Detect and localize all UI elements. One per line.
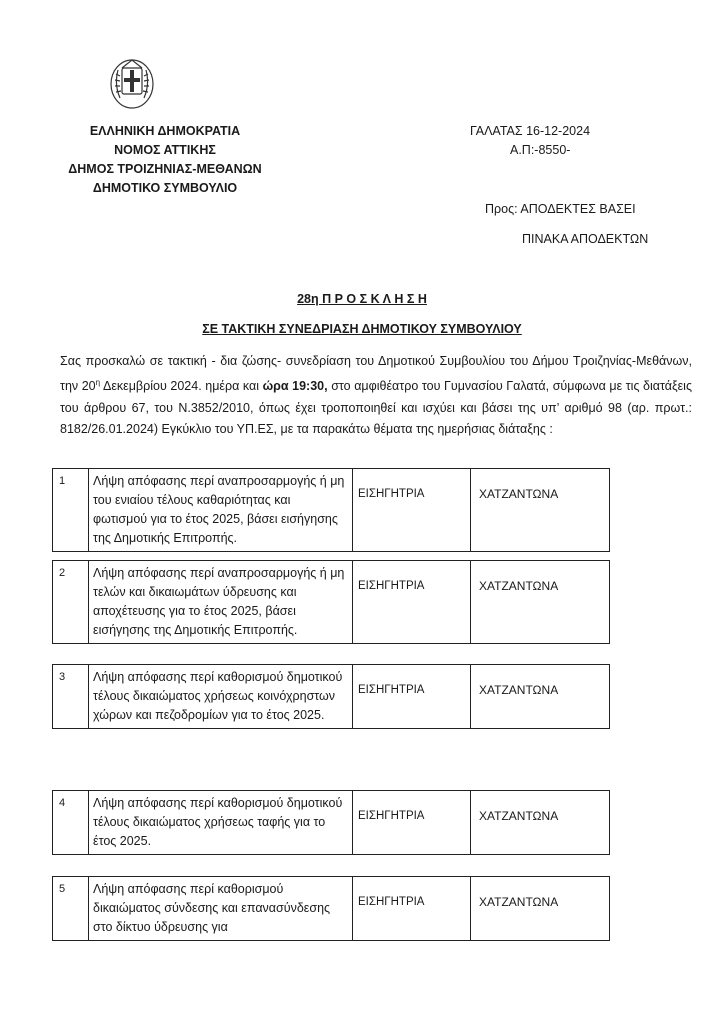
agenda-item-rapporteur: ΧΑΤΖΑΝΤΩΝΑ xyxy=(479,487,559,501)
invitation-title: 28η Π Ρ Ο Σ Κ Λ Η Σ Η xyxy=(297,292,427,306)
agenda-item-role: ΕΙΣΗΓΗΤΡΙΑ xyxy=(353,561,471,643)
agenda-item-description: Λήψη απόφασης περί καθορισμού δικαιώματος σύνδεσης και επανασύνδεσης στο δίκτυο ύδρευσης για xyxy=(89,877,353,940)
agenda-item-rapporteur: ΧΑΤΖΑΝΤΩΝΑ xyxy=(479,683,559,697)
invitation-subtitle: ΣΕ ΤΑΚΤΙΚΗ ΣΥΝΕΔΡΙΑΣΗ ΔΗΜΟΤΙΚΟΥ ΣΥΜΒΟΥΛΙΟΥ xyxy=(202,322,522,336)
agenda-item xyxy=(52,876,610,941)
agenda-item-number: 1 xyxy=(53,469,89,551)
issuer-header xyxy=(60,122,270,198)
agenda-item-role: ΕΙΣΗΓΗΤΡΙΑ xyxy=(353,791,471,854)
intro-superscript: η xyxy=(95,378,101,388)
meeting-time: ώρα 19:30, xyxy=(262,379,328,394)
agenda-item-number: 5 xyxy=(53,877,89,940)
agenda-item-rapporteur: ΧΑΤΖΑΝΤΩΝΑ xyxy=(479,579,559,593)
agenda-item-description: Λήψη απόφασης περί αναπροσαρμογής ή μη τελών και δικαιωμάτων ύδρευσης και αποχέτευσης για το έτος 2025, βάσει εισήγησης της Δημοτικής Επιτροπής. xyxy=(89,561,353,643)
agenda-item-description: Λήψη απόφασης περί αναπροσαρμογής ή μη του ενιαίου τέλους καθαριότητας και φωτισμού για το έτος 2025, βάσει εισήγησης της Δημοτικής Επιτροπής. xyxy=(89,469,353,551)
agenda-item xyxy=(52,468,610,552)
intro-text-3: στο αμφιθέατρο του Γυμνασίου Γαλατά, σύμφωνα με τις διατάξεις του άρθρου 67, του Ν.3852/2010, όπως έχει τροποποιηθεί και ισχύει και βάσει της υπ’ αριθμό 98 (αρ. πρωτ.: 8182/26.01.2024) Εγκύκλιο του ΥΠ.ΕΣ, με τα παρακάτω θέματα της ημερήσιας διάταξης : xyxy=(60,379,692,437)
protocol-number: Α.Π:-8550- xyxy=(510,143,571,157)
agenda-item-role: ΕΙΣΗΓΗΤΡΙΑ xyxy=(353,665,471,728)
agenda-item-description: Λήψη απόφασης περί καθορισμού δημοτικού τέλους δικαιώματος χρήσεως κοινόχρηστων χώρων και πεζοδρομίων για το έτος 2025. xyxy=(89,665,353,728)
agenda-item xyxy=(52,790,610,855)
issuer-line-prefecture: ΝΟΜΟΣ ΑΤΤΙΚΗΣ xyxy=(114,143,216,157)
document-date: ΓΑΛΑΤΑΣ 16-12-2024 xyxy=(470,124,591,138)
recipients-line-1: Προς: ΑΠΟΔΕΚΤΕΣ ΒΑΣΕΙ xyxy=(485,202,636,216)
issuer-line-council: ΔΗΜΟΤΙΚΟ ΣΥΜΒΟΥΛΙΟ xyxy=(92,181,238,195)
agenda-item-rapporteur: ΧΑΤΖΑΝΤΩΝΑ xyxy=(479,895,559,909)
issuer-line-republic: ΕΛΛΗΝΙΚΗ ΔΗΜΟΚΡΑΤΙΑ xyxy=(89,124,241,138)
agenda-item-role: ΕΙΣΗΓΗΤΡΙΑ xyxy=(353,877,471,940)
agenda-item xyxy=(52,664,610,729)
intro-text-2: Δεκεμβρίου 2024. ημέρα και xyxy=(100,379,263,394)
agenda-item xyxy=(52,560,610,644)
agenda-item-number: 4 xyxy=(53,791,89,854)
recipients-line-2: ΠΙΝΑΚΑ ΑΠΟΔΕΚΤΩΝ xyxy=(522,232,649,246)
issuer-line-municipality: ΔΗΜΟΣ ΤΡΟΙΖΗΝΙΑΣ-ΜΕΘΑΝΩΝ xyxy=(68,162,262,176)
greek-coat-of-arms-icon xyxy=(108,54,156,110)
intro-paragraph xyxy=(60,351,692,441)
agenda-item-number: 3 xyxy=(53,665,89,728)
agenda-item-description: Λήψη απόφασης περί καθορισμού δημοτικού τέλους δικαιώματος χρήσεως ταφής για το έτος 2025. xyxy=(89,791,353,854)
date-protocol-block xyxy=(470,122,620,160)
agenda-item-number: 2 xyxy=(53,561,89,643)
agenda-item-role: ΕΙΣΗΓΗΤΡΙΑ xyxy=(353,469,471,551)
intro-text-1: Σας προσκαλώ σε τακτική - δια ζώσης- συνεδρίαση του Δημοτικού Συμβουλίου του Δήμου Τροιζηνίας-Μεθάνων, την 20 xyxy=(60,354,692,394)
agenda-item-rapporteur: ΧΑΤΖΑΝΤΩΝΑ xyxy=(479,809,559,823)
